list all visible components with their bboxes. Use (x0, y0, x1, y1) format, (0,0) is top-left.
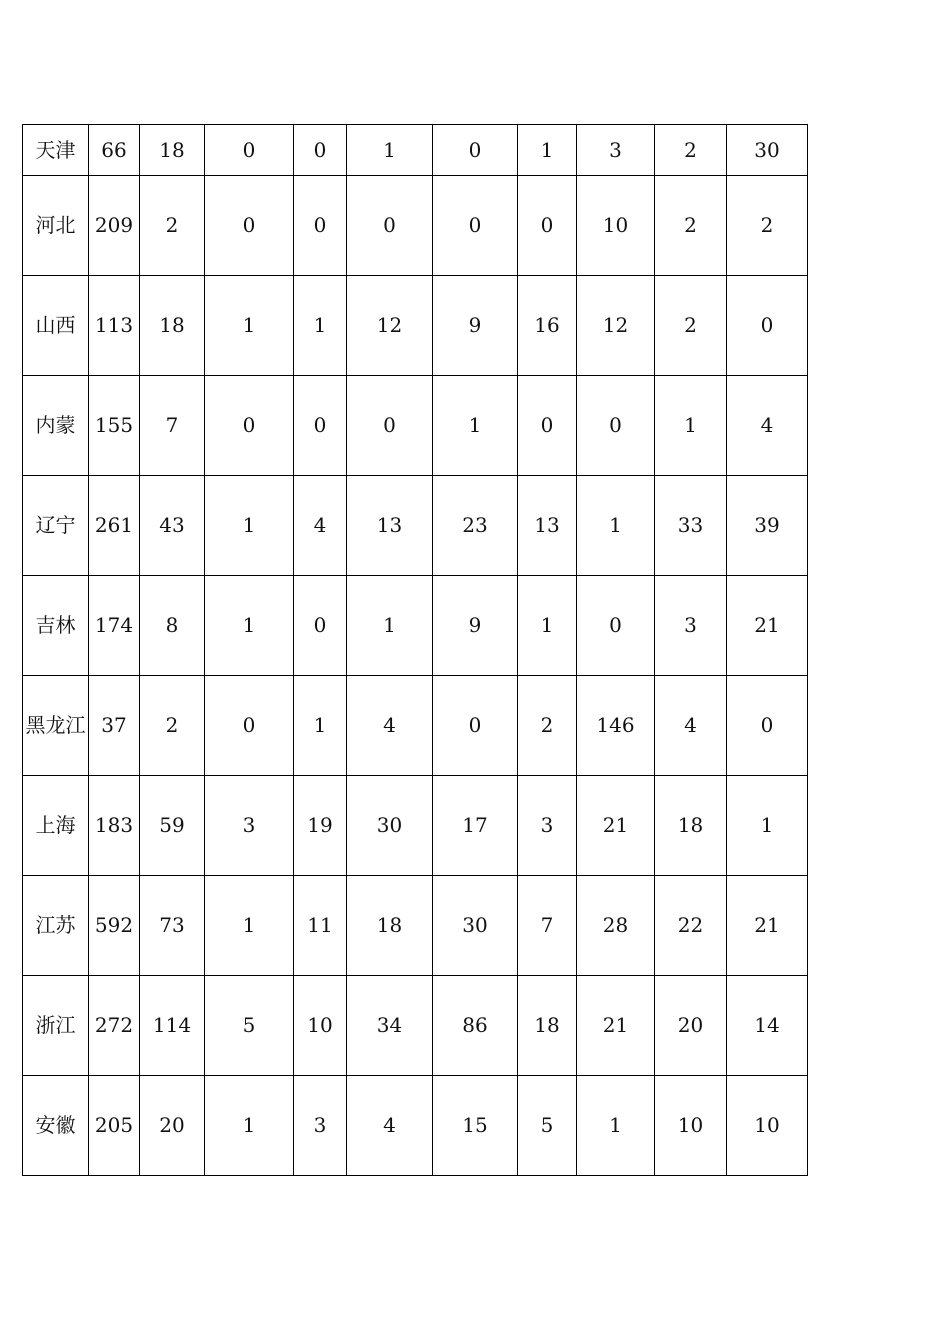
value-cell: 2 (655, 276, 727, 376)
value-cell: 0 (205, 176, 294, 276)
value-cell: 0 (727, 276, 808, 376)
total-cell: 592 (89, 876, 140, 976)
value-cell: 0 (294, 176, 347, 276)
value-cell: 43 (140, 476, 205, 576)
value-cell: 8 (140, 576, 205, 676)
value-cell: 1 (655, 376, 727, 476)
value-cell: 22 (655, 876, 727, 976)
value-cell: 5 (518, 1076, 577, 1176)
total-cell: 209 (89, 176, 140, 276)
value-cell: 0 (433, 176, 518, 276)
value-cell: 2 (655, 125, 727, 176)
value-cell: 12 (577, 276, 655, 376)
total-cell: 205 (89, 1076, 140, 1176)
value-cell: 4 (655, 676, 727, 776)
value-cell: 0 (577, 576, 655, 676)
value-cell: 3 (294, 1076, 347, 1176)
region-cell: 山西 (23, 276, 89, 376)
value-cell: 1 (205, 876, 294, 976)
value-cell: 1 (518, 576, 577, 676)
value-cell: 16 (518, 276, 577, 376)
value-cell: 1 (518, 125, 577, 176)
value-cell: 1 (727, 776, 808, 876)
value-cell: 39 (727, 476, 808, 576)
value-cell: 1 (577, 1076, 655, 1176)
total-cell: 155 (89, 376, 140, 476)
region-cell: 安徽 (23, 1076, 89, 1176)
value-cell: 0 (727, 676, 808, 776)
table-row (23, 125, 808, 176)
value-cell: 10 (294, 976, 347, 1076)
value-cell: 13 (518, 476, 577, 576)
value-cell: 0 (205, 676, 294, 776)
value-cell: 0 (433, 125, 518, 176)
value-cell: 30 (433, 876, 518, 976)
value-cell: 114 (140, 976, 205, 1076)
value-cell: 4 (347, 676, 433, 776)
region-cell: 黑龙江 (23, 676, 89, 776)
value-cell: 28 (577, 876, 655, 976)
value-cell: 86 (433, 976, 518, 1076)
value-cell: 10 (727, 1076, 808, 1176)
value-cell: 0 (433, 676, 518, 776)
value-cell: 0 (347, 176, 433, 276)
value-cell: 0 (518, 376, 577, 476)
value-cell: 4 (347, 1076, 433, 1176)
value-cell: 18 (140, 276, 205, 376)
value-cell: 14 (727, 976, 808, 1076)
value-cell: 21 (727, 576, 808, 676)
region-cell: 上海 (23, 776, 89, 876)
table-row (23, 976, 808, 1076)
value-cell: 7 (518, 876, 577, 976)
region-cell: 江苏 (23, 876, 89, 976)
value-cell: 4 (727, 376, 808, 476)
value-cell: 18 (347, 876, 433, 976)
value-cell: 11 (294, 876, 347, 976)
total-cell: 261 (89, 476, 140, 576)
value-cell: 4 (294, 476, 347, 576)
total-cell: 183 (89, 776, 140, 876)
value-cell: 146 (577, 676, 655, 776)
value-cell: 18 (518, 976, 577, 1076)
region-cell: 天津 (23, 125, 89, 176)
value-cell: 33 (655, 476, 727, 576)
value-cell: 0 (294, 125, 347, 176)
value-cell: 19 (294, 776, 347, 876)
value-cell: 20 (655, 976, 727, 1076)
statistics-table (22, 124, 808, 1176)
region-cell: 内蒙 (23, 376, 89, 476)
value-cell: 21 (727, 876, 808, 976)
value-cell: 12 (347, 276, 433, 376)
value-cell: 1 (433, 376, 518, 476)
value-cell: 0 (577, 376, 655, 476)
value-cell: 1 (205, 1076, 294, 1176)
value-cell: 0 (294, 376, 347, 476)
value-cell: 2 (140, 676, 205, 776)
value-cell: 9 (433, 276, 518, 376)
value-cell: 34 (347, 976, 433, 1076)
value-cell: 0 (294, 576, 347, 676)
value-cell: 13 (347, 476, 433, 576)
value-cell: 10 (577, 176, 655, 276)
value-cell: 3 (518, 776, 577, 876)
value-cell: 10 (655, 1076, 727, 1176)
value-cell: 5 (205, 976, 294, 1076)
table-row (23, 576, 808, 676)
total-cell: 66 (89, 125, 140, 176)
value-cell: 9 (433, 576, 518, 676)
value-cell: 21 (577, 976, 655, 1076)
value-cell: 1 (205, 476, 294, 576)
value-cell: 1 (347, 576, 433, 676)
value-cell: 18 (655, 776, 727, 876)
value-cell: 0 (205, 376, 294, 476)
value-cell: 23 (433, 476, 518, 576)
table-row (23, 476, 808, 576)
value-cell: 15 (433, 1076, 518, 1176)
value-cell: 2 (518, 676, 577, 776)
value-cell: 1 (205, 276, 294, 376)
value-cell: 30 (727, 125, 808, 176)
table-row (23, 276, 808, 376)
value-cell: 1 (347, 125, 433, 176)
table-row (23, 676, 808, 776)
value-cell: 3 (655, 576, 727, 676)
table-row (23, 176, 808, 276)
value-cell: 1 (294, 676, 347, 776)
value-cell: 18 (140, 125, 205, 176)
value-cell: 2 (655, 176, 727, 276)
region-cell: 浙江 (23, 976, 89, 1076)
value-cell: 73 (140, 876, 205, 976)
table-body (23, 125, 808, 1176)
region-cell: 辽宁 (23, 476, 89, 576)
total-cell: 272 (89, 976, 140, 1076)
value-cell: 59 (140, 776, 205, 876)
value-cell: 1 (205, 576, 294, 676)
value-cell: 2 (727, 176, 808, 276)
table-row (23, 1076, 808, 1176)
region-cell: 吉林 (23, 576, 89, 676)
total-cell: 37 (89, 676, 140, 776)
value-cell: 20 (140, 1076, 205, 1176)
value-cell: 3 (205, 776, 294, 876)
value-cell: 7 (140, 376, 205, 476)
total-cell: 174 (89, 576, 140, 676)
total-cell: 113 (89, 276, 140, 376)
table-row (23, 376, 808, 476)
value-cell: 0 (518, 176, 577, 276)
value-cell: 17 (433, 776, 518, 876)
value-cell: 30 (347, 776, 433, 876)
value-cell: 21 (577, 776, 655, 876)
table-row (23, 876, 808, 976)
value-cell: 3 (577, 125, 655, 176)
value-cell: 1 (577, 476, 655, 576)
region-cell: 河北 (23, 176, 89, 276)
table-row (23, 776, 808, 876)
value-cell: 2 (140, 176, 205, 276)
value-cell: 0 (205, 125, 294, 176)
value-cell: 0 (347, 376, 433, 476)
value-cell: 1 (294, 276, 347, 376)
